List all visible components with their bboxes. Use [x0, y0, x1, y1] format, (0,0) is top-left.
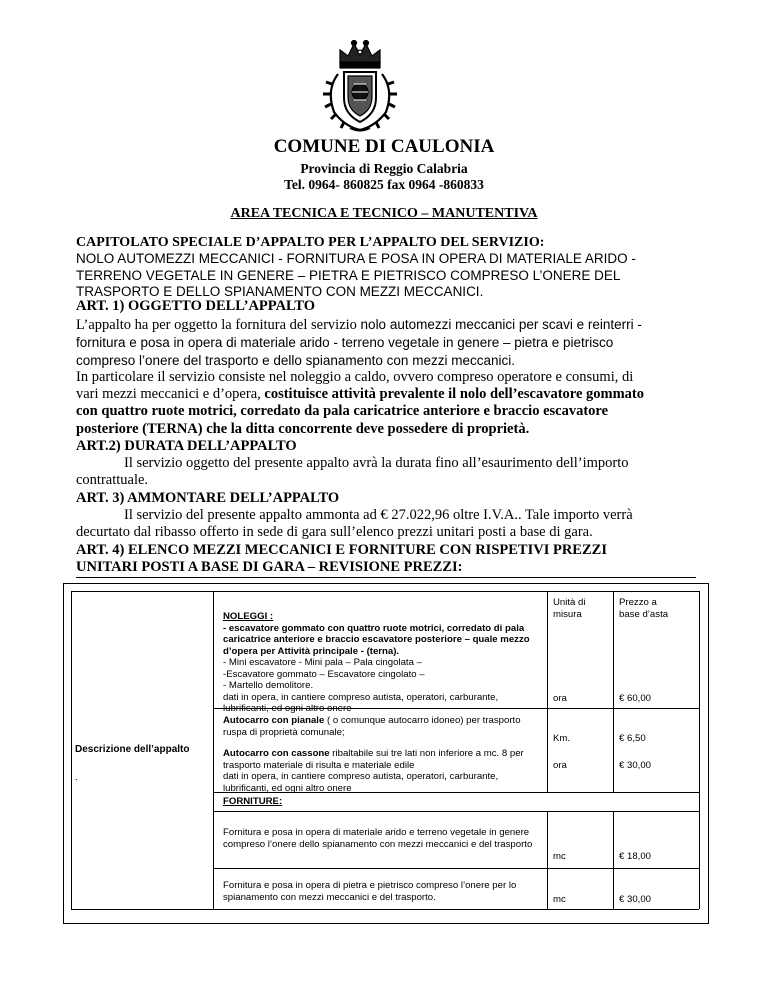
fornitura-1-price: € 18,00	[619, 851, 652, 862]
art1-p2-a: In particolare il servizio consiste nel noleggio a caldo, ovvero compreso operatore e consumi, di	[76, 368, 634, 385]
col-divider-unit	[547, 591, 548, 792]
art2-p-b: contrattuale.	[76, 472, 149, 489]
capitolato-subject	[76, 251, 698, 301]
noleggi-line-1: - Mini escavatore - Mini pala – Pala cingolata –	[223, 657, 422, 668]
cassone-price: € 30,00	[619, 760, 652, 771]
table-left-border	[71, 591, 73, 909]
pianale-cell	[223, 715, 541, 738]
art1-p1-sans-c: compreso l’onere del trasporto e dello spianamento con mezzi meccanici.	[76, 352, 515, 368]
province-line: Provincia di Reggio Calabria	[300, 161, 468, 176]
table-left-label: Descrizione dell’appalto	[75, 744, 190, 755]
noleggi-line-2: -Escavatore gommato – Escavatore cingolato –	[223, 668, 425, 680]
noleggi-title: NOLEGGI :	[223, 611, 274, 622]
pianale-price: € 6,50	[619, 733, 646, 744]
art1-p1-sans-a: nolo automezzi meccanici per scavi e reinterri -	[360, 317, 642, 332]
noleggi-line-3: - Martello demolitore.	[223, 680, 314, 691]
fornitura-2-price: € 30,00	[619, 894, 652, 905]
noleggi-cell	[223, 611, 541, 715]
art1-heading: ART. 1) OGGETTO DELL’APPALTO	[76, 298, 316, 314]
cassone-desc: ribaltabile sui tre lati non inferiore a mc. 8 per trasporto materiale di risulta e materiale edile	[223, 748, 524, 771]
cassone-unit: ora	[553, 760, 567, 771]
noleggi-unit: ora	[553, 693, 567, 704]
contacts-line: Tel. 0964- 860825 fax 0964 -860833	[284, 177, 484, 192]
forniture-title: FORNITURE:	[223, 796, 283, 807]
table-top-border	[71, 591, 699, 592]
department-heading: AREA TECNICA E TECNICO – MANUTENTIVA	[230, 206, 538, 221]
art4-underline	[76, 577, 696, 578]
col-divider-desc	[213, 591, 214, 909]
art4-heading	[76, 542, 698, 577]
cassone-title: Autocarro con cassone	[223, 748, 330, 759]
col-divider-price	[613, 591, 614, 792]
table-left-dot: .	[75, 772, 78, 783]
pianale-unit: Km.	[553, 733, 571, 744]
art3-heading: ART. 3) AMMONTARE DELL’APPALTO	[76, 490, 340, 506]
art2-p-a: Il servizio oggetto del presente appalto avrà la durata fino all’esaurimento dell’importo	[124, 455, 629, 471]
capitolato-line-2: TERRENO VEGETALE IN GENERE – PIETRA E PIETRISCO COMPRESO L’ONERE DEL	[76, 267, 621, 283]
art1-paragraph	[76, 316, 698, 438]
header-price: Prezzo a base d’asta	[619, 597, 669, 620]
art1-p2-b-bold: costituisce attività prevalente il nolo dell’escavatore gommato	[264, 386, 644, 403]
capitolato-heading: CAPITOLATO SPECIALE D’APPALTO PER L’APPALTO DEL SERVIZIO:	[76, 235, 545, 250]
art1-p1-serif: L’appalto ha per oggetto la fornitura del servizio	[76, 317, 361, 333]
art3-p-a: Il servizio del presente appalto ammonta ad € 27.022,96 oltre I.V.A.. Tale importo verrà	[124, 507, 633, 523]
art2-paragraph	[76, 455, 698, 490]
fornitura-2-desc: Fornitura e posa in opera di pietra e pietrisco compreso l’onere per lo spianamento con mezzi meccanici e del trasporto.	[223, 880, 517, 903]
capitolato-line-1: NOLO AUTOMEZZI MECCANICI - FORNITURA E POSA IN OPERA DI MATERIALE ARIDO -	[76, 251, 636, 266]
art3-paragraph	[76, 507, 698, 542]
row-divider-3	[213, 811, 699, 812]
header-unit: Unità di misura	[553, 597, 586, 620]
art4-heading-a: ART. 4) ELENCO MEZZI MECCANICI E FORNITURE CON RISPETIVI PREZZI	[76, 542, 607, 558]
table-right-border	[699, 591, 700, 909]
price-table	[63, 583, 707, 922]
art1-p2-c: con quattro ruote motrici, corredato da pala caricatrice anteriore e braccio escavatore	[76, 403, 609, 420]
col-divider-price-2	[613, 811, 614, 909]
table-bottom-border	[71, 909, 699, 910]
art1-p1-sans-b: fornitura e posa in opera di materiale arido - terreno vegetale in genere – pietra e pietrisco	[76, 335, 614, 351]
capitolato-line-3: TRASPORTO E DELLO SPIANAMENTO CON MEZZI MECCANICI.	[76, 284, 484, 299]
art2-heading: ART.2) DURATA DELL’APPALTO	[76, 438, 297, 454]
cassone-cell	[223, 748, 541, 794]
art1-p2-b: vari mezzi meccanici e d’opera,	[76, 386, 265, 403]
row-divider-4	[213, 868, 699, 869]
col-divider-unit-2	[547, 811, 548, 909]
fornitura-1-desc: Fornitura e posa in opera di materiale arido e terreno vegetale in genere compreso l’onere dello spianamento con mezzi meccanici e del trasporto	[223, 827, 533, 850]
pianale-desc: ( o comunque autocarro idoneo) per trasporto ruspa di proprietà comunale;	[223, 715, 521, 738]
art3-p-b: decurtato dal ribasso offerto in sede di gara sull’elenco prezzi unitari posti a base di gara.	[76, 524, 593, 541]
art1-p2-d: posteriore (TERNA) che la ditta concorrente deve possedere di proprietà.	[76, 420, 530, 437]
noleggi-main: - escavatore gommato con quattro ruote motrici, corredato di pala caricatrice anteriore e braccio escavatore posteriore – quale mezzo d’opera per Attività principale - (terna).	[223, 622, 530, 657]
cassone-desc-2: dati in opera, in cantiere compreso autista, operatori, carburante, lubrificanti, ed ogni altro onere	[223, 771, 499, 794]
pianale-title: Autocarro con pianale	[223, 715, 325, 726]
fornitura-2-unit: mc	[553, 894, 566, 905]
noleggi-line-4: dati in opera, in cantiere compreso autista, operatori, carburante, lubrificanti, ed ogni altro onere	[223, 691, 499, 714]
page-title: COMUNE DI CAULONIA	[273, 136, 495, 157]
art4-heading-b: UNITARI POSTI A BASE DI GARA – REVISIONE PREZZI:	[76, 559, 463, 576]
fornitura-1-unit: mc	[553, 851, 566, 862]
noleggi-price: € 60,00	[619, 693, 652, 704]
municipal-crest-icon	[318, 34, 402, 134]
